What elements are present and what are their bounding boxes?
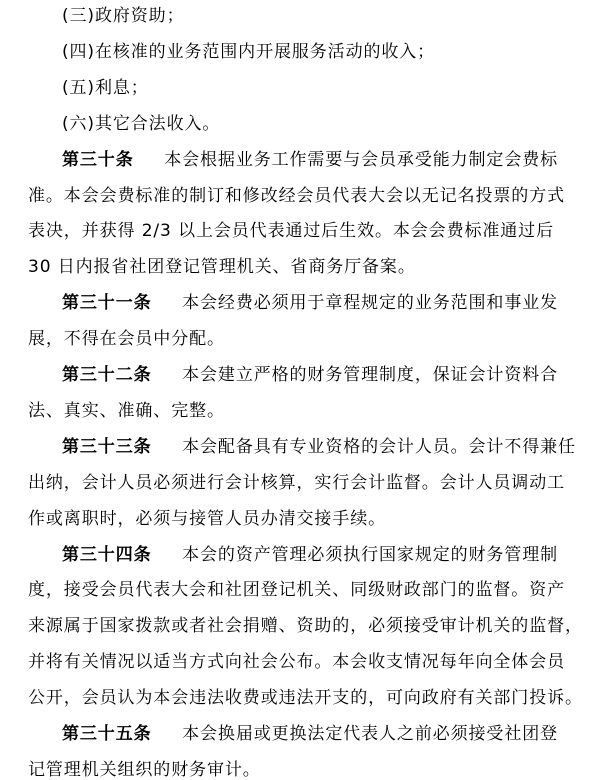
article-text-line: 并将有关情况以适当方式向社会公布。本会收支情况每年向全体会员 [28,652,565,673]
article-text-line: 展，不得在会员中分配。 [28,329,225,350]
article-text: 本会建立严格的财务管理制度，保证会计资料合 [182,365,559,385]
article-text-line: 记管理机关组织的财务审计。 [28,759,261,780]
article-text-line: 表决，并获得 2/3 以上会员代表通过后生效。本会会费标准通过后 [28,221,554,242]
article-text-line: 作或离职时，必须与接管人员办清交接手续。 [28,508,386,529]
article-text: 本会配备具有专业资格的会计人员。会计不得兼任 [182,436,576,457]
article-heading: 第三十四条 [62,544,152,565]
article-32-first-line [62,365,558,385]
list-item: (四)在核准的业务范围内开展服务活动的收入； [62,41,436,62]
article-text-line: 出纳，会计人员必须进行会计核算，实行会计监督。会计人员调动工 [28,472,565,493]
article-text-line: 公开，会员认为本会违法收费或违法开支的，可向政府有关部门投诉。 [28,688,583,709]
article-text-line: 准。本会会费标准的制订和修改经会员代表大会以无记名投票的方式 [28,185,565,206]
article-text-line: 度，接受会员代表大会和社团登记机关、同级财政部门的监督。资产 [28,580,565,601]
article-text: 本会经费必须用于章程规定的业务范围和事业发 [182,293,559,314]
article-33-first-line [62,437,576,457]
article-heading: 第三十条 [62,149,134,170]
article-heading: 第三十二条 [62,365,152,385]
article-34-first-line [62,545,558,565]
article-heading: 第三十五条 [62,724,152,744]
article-heading: 第三十一条 [62,293,152,314]
article-text: 本会根据业务工作需要与会员承受能力制定会费标 [164,149,559,170]
article-text-line: 法、真实、准确、完整。 [28,400,225,421]
article-text-line: 来源属于国家拨款或者社会捐赠、资助的，必须接受审计机关的监督， [28,616,583,637]
article-31-first-line [62,293,558,313]
article-text-line: 30 日内报省社团登记管理机关、省商务厅备案。 [28,257,416,278]
article-text: 本会的资产管理必须执行国家规定的财务管理制 [182,544,559,565]
article-heading: 第三十三条 [62,436,152,457]
list-item: (三)政府资助； [62,6,185,26]
list-item: (六)其它合法收入。 [62,113,221,134]
article-text: 本会换届或更换法定代表人之前必须接受社团登 [182,724,559,744]
article-30-first-line [62,150,558,170]
article-35-first-line [62,724,558,744]
list-item: (五)利息； [62,77,149,98]
